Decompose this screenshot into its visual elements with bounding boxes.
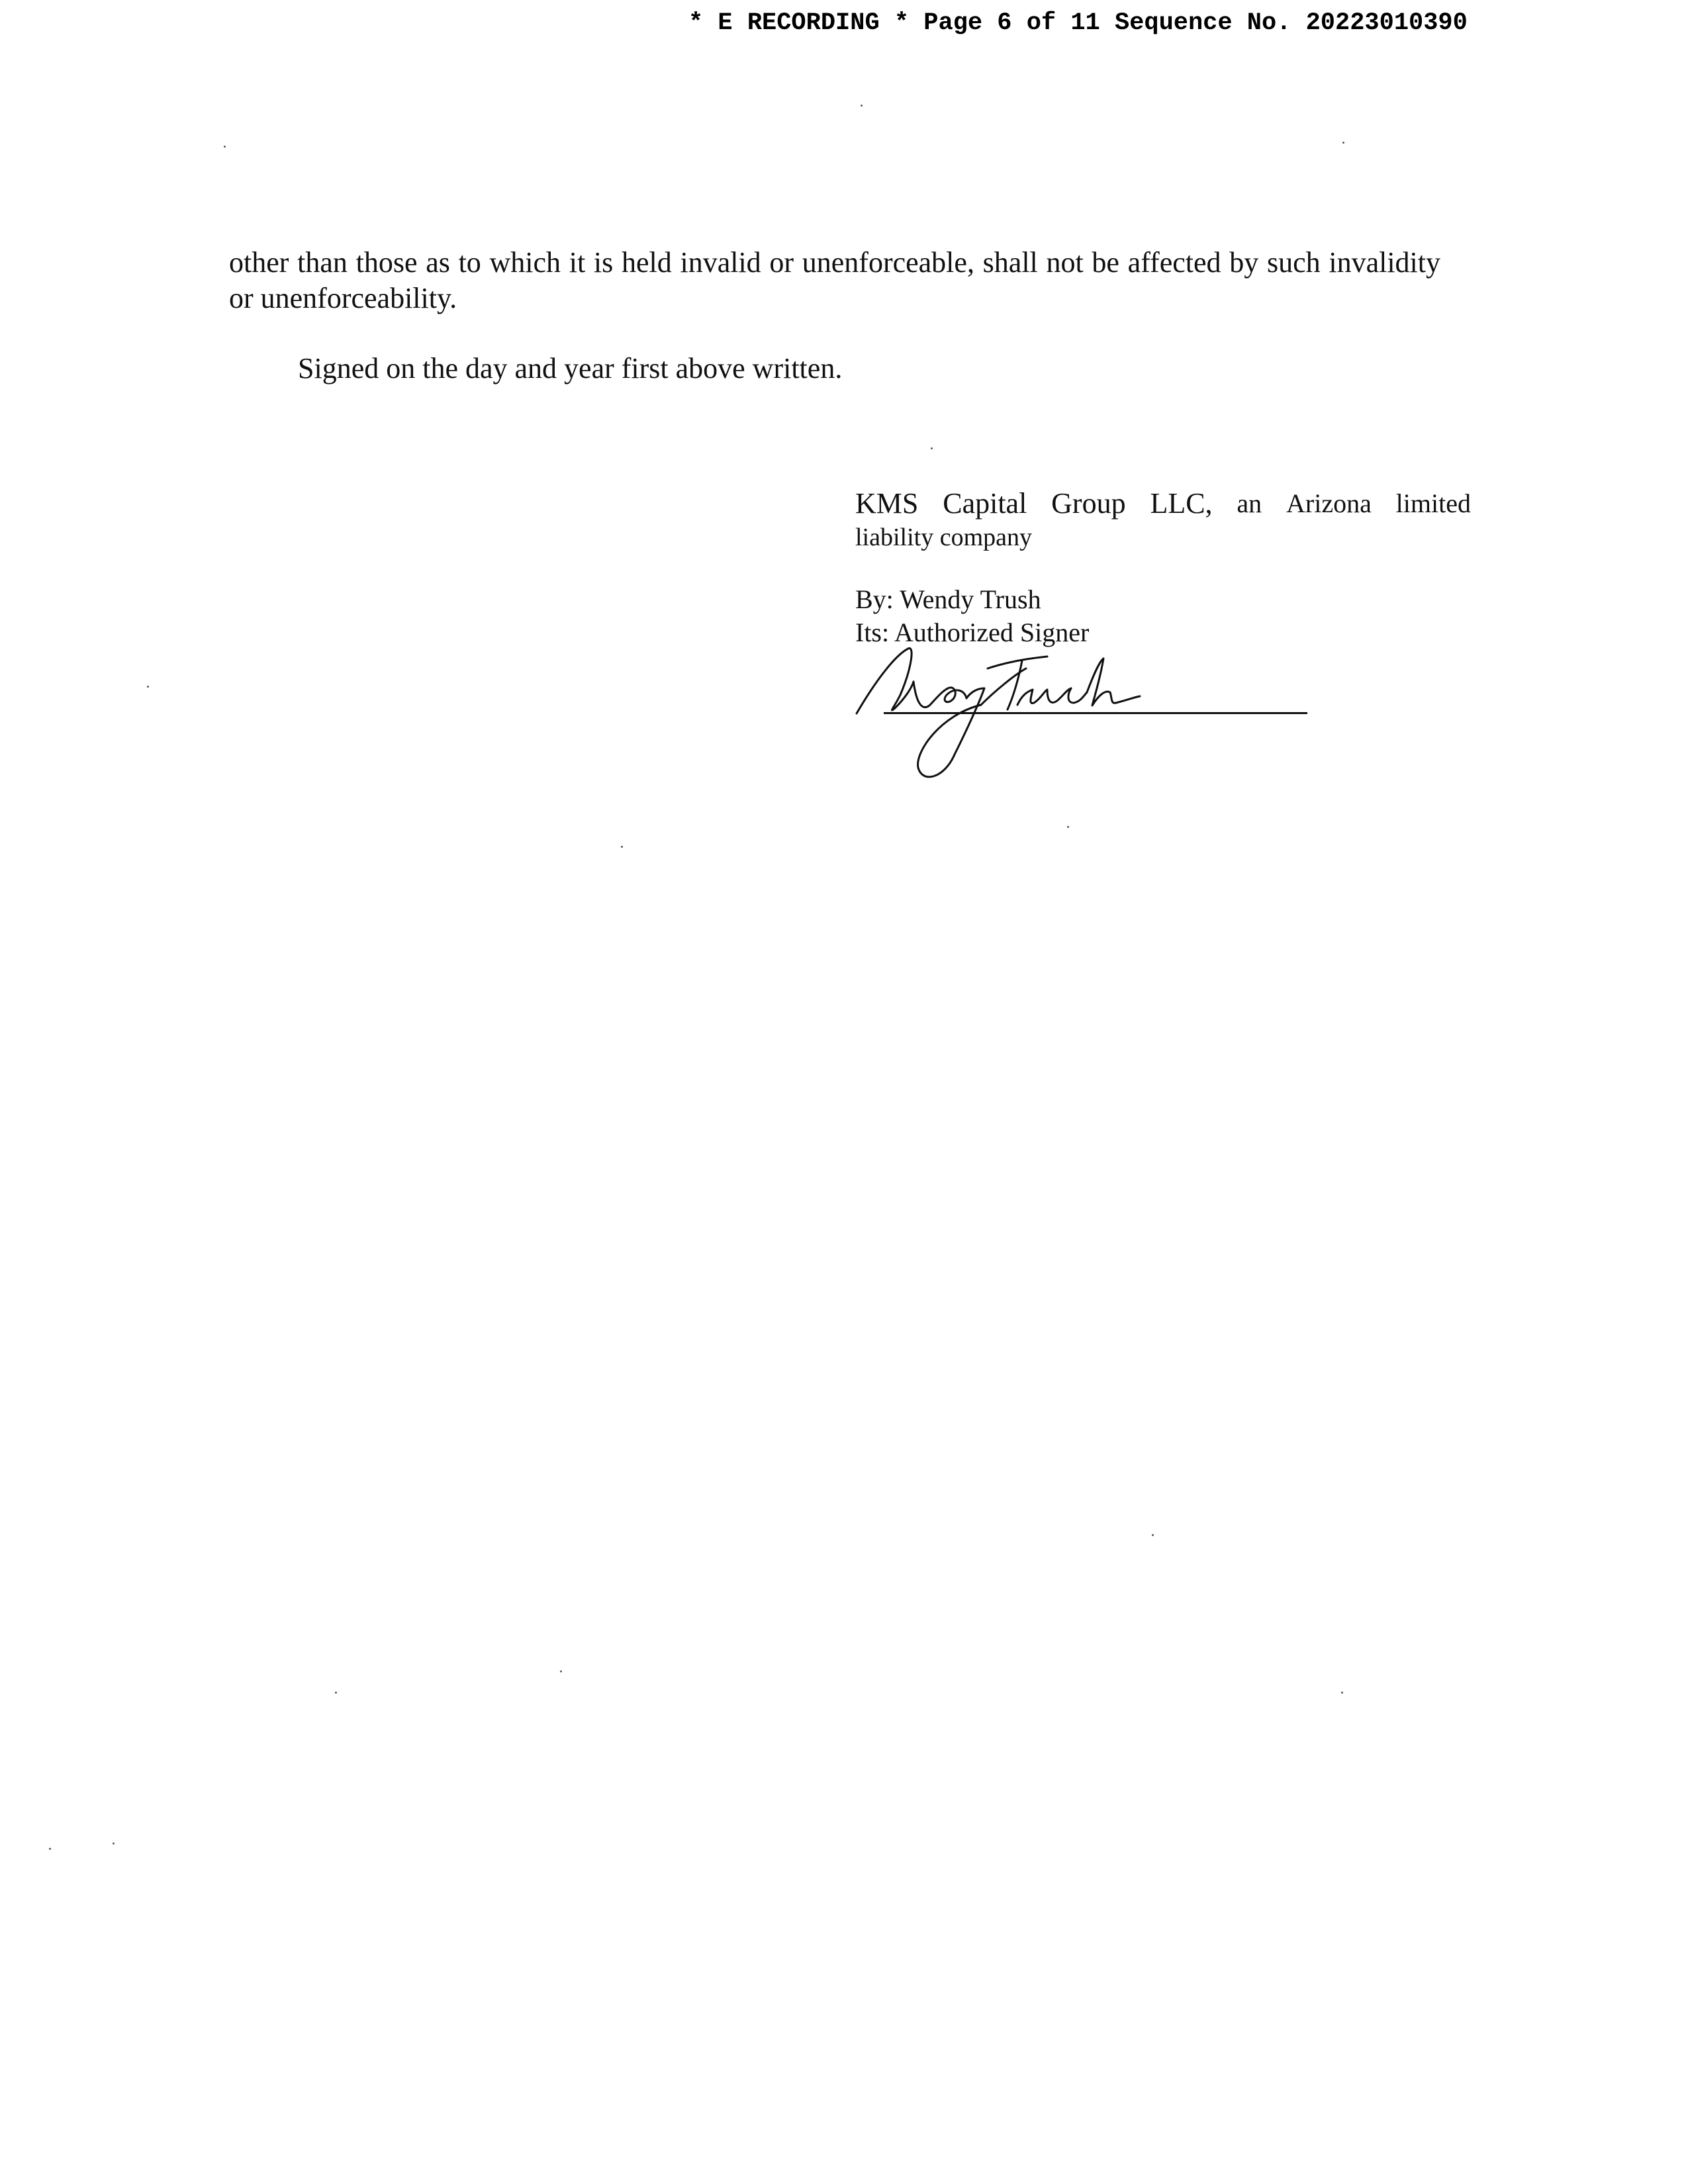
scan-speck <box>224 146 226 148</box>
signer-name: By: Wendy Trush <box>855 584 1041 614</box>
entity-word: an <box>1237 488 1262 518</box>
signature-block <box>855 486 1471 649</box>
entity-word: Group <box>1051 487 1126 520</box>
entity-word: Capital <box>943 487 1027 520</box>
entity-word: limited <box>1395 488 1471 518</box>
sequence-label: Sequence No. 20223010390 <box>1114 9 1468 37</box>
scan-speck <box>861 105 863 107</box>
entity-word: Arizona <box>1286 488 1372 518</box>
continued-paragraph: other than those as to which it is held invalid or unenforceable, shall not be affected by such invalidity or unenforceability. <box>229 246 1440 314</box>
scan-speck <box>1341 1692 1343 1694</box>
scan-speck <box>931 447 933 449</box>
signature-line <box>884 712 1307 714</box>
scan-speck <box>1067 826 1069 828</box>
scan-speck <box>1342 142 1344 144</box>
recording-label: * E RECORDING * <box>688 9 910 37</box>
entity-type-line: liability company <box>855 523 1033 551</box>
handwritten-signature <box>849 642 1312 788</box>
scan-speck <box>1152 1534 1154 1536</box>
entity-word: LLC, <box>1150 487 1213 520</box>
scan-speck <box>113 1843 115 1844</box>
scan-speck <box>621 846 623 848</box>
scan-speck <box>49 1848 51 1850</box>
scan-speck <box>147 686 149 688</box>
signer-title: Its: Authorized Signer <box>855 617 1090 647</box>
page-label: Page 6 of 11 <box>923 9 1100 37</box>
entity-name-line <box>855 486 1471 521</box>
scan-speck <box>335 1692 337 1694</box>
signed-statement: Signed on the day and year first above written. <box>298 352 843 385</box>
scan-speck <box>560 1670 562 1672</box>
recording-header <box>688 9 1615 37</box>
entity-word: KMS <box>855 487 919 520</box>
